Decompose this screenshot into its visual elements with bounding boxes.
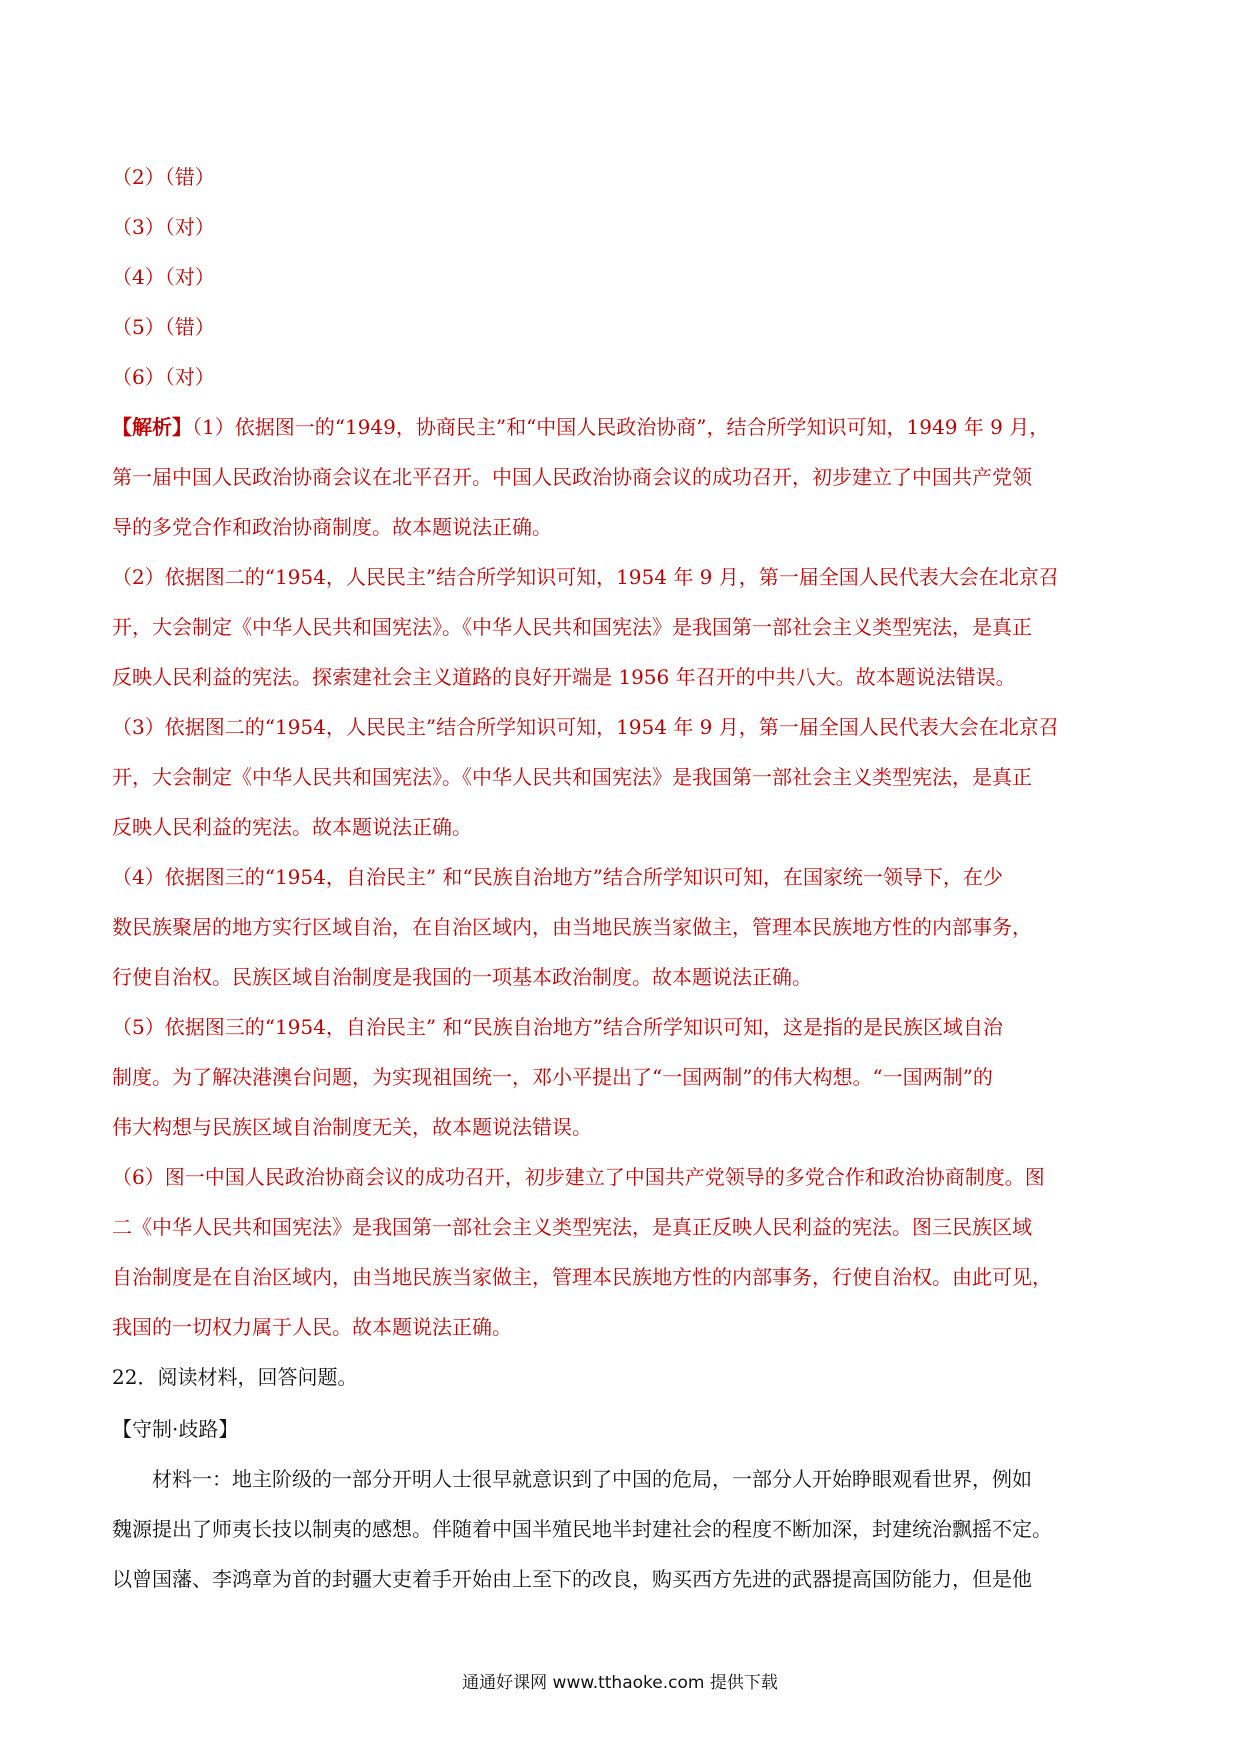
analysis-line: （5）依据图三的“1954，自治民主” 和“民族自治地方”结合所学知识可知，这是指的是民族区域自治 (112, 1015, 1003, 1039)
material-line: 材料一：地主阶级的一部分开明人士很早就意识到了中国的危局，一部分人开始睁眼观看世界，例如 (152, 1467, 1032, 1491)
material-line: 魏源提出了师夷长技以制夷的感想。伴随着中国半殖民地半封建社会的程度不断加深，封建统治飘摇不定。 (112, 1517, 1052, 1541)
analysis-line: 反映人民利益的宪法。故本题说法正确。 (112, 815, 472, 839)
answer-item: （3）（对） (112, 215, 215, 239)
analysis-line: 导的多党合作和政治协商制度。故本题说法正确。 (112, 515, 552, 539)
analysis-line: （2）依据图二的“1954，人民民主”结合所学知识可知，1954 年 9 月，第一届全国人民代表大会在北京召 (112, 565, 1059, 589)
material-line: 以曾国藩、李鸿章为首的封疆大吏着手开始由上至下的改良，购买西方先进的武器提高国防能力，但是他 (112, 1567, 1032, 1591)
analysis-line: 行使自治权。民族区域自治制度是我国的一项基本政治制度。故本题说法正确。 (112, 965, 812, 989)
analysis-line: 第一届中国人民政治协商会议在北平召开。中国人民政治协商会议的成功召开，初步建立了中国共产党领 (112, 465, 1032, 489)
analysis-line: 反映人民利益的宪法。探索建社会主义道路的良好开端是 1956 年召开的中共八大。故本题说法错误。 (112, 665, 1016, 689)
analysis-line: 开，大会制定《中华人民共和国宪法》。《中华人民共和国宪法》是我国第一部社会主义类型宪法，是真正 (112, 765, 1032, 789)
question-title: 22．阅读材料，回答问题。 (112, 1365, 358, 1389)
analysis-line: 【解析】（1）依据图一的“1949，协商民主”和“中国人民政治协商”，结合所学知识可知，1949 年 9 月， (112, 415, 1050, 439)
analysis-line: （3）依据图二的“1954，人民民主”结合所学知识可知，1954 年 9 月，第一届全国人民代表大会在北京召 (112, 715, 1059, 739)
page-footer: 通通好课网 www.tthaoke.com 提供下载 (462, 1673, 778, 1693)
analysis-line: 二《中华人民共和国宪法》是我国第一部社会主义类型宪法，是真正反映人民利益的宪法。图三民族区域 (112, 1215, 1032, 1239)
answer-item: （6）（对） (112, 365, 215, 389)
analysis-line: 制度。为了解决港澳台问题，为实现祖国统一，邓小平提出了“一国两制”的伟大构想。“一国两制”的 (112, 1065, 993, 1089)
section-heading: 【守制·歧路】 (112, 1417, 239, 1441)
analysis-line: 开，大会制定《中华人民共和国宪法》。《中华人民共和国宪法》是我国第一部社会主义类型宪法，是真正 (112, 615, 1032, 639)
analysis-line: 数民族聚居的地方实行区域自治，在自治区域内，由当地民族当家做主，管理本民族地方性的内部事务， (112, 915, 1032, 939)
analysis-line: 自治制度是在自治区域内，由当地民族当家做主，管理本民族地方性的内部事务，行使自治权。由此可见， (112, 1265, 1052, 1289)
answer-item: （5）（错） (112, 315, 215, 339)
answer-item: （2）（错） (112, 165, 215, 189)
document-body (112, 152, 1132, 1604)
analysis-line: 伟大构想与民族区域自治制度无关，故本题说法错误。 (112, 1115, 592, 1139)
analysis-line: （4）依据图三的“1954，自治民主” 和“民族自治地方”结合所学知识可知，在国家统一领导下，在少 (112, 865, 1003, 889)
analysis-label: 【解析】 (112, 415, 192, 439)
analysis-line: （6）图一中国人民政治协商会议的成功召开，初步建立了中国共产党领导的多党合作和政治协商制度。图 (112, 1165, 1045, 1189)
analysis-line: 我国的一切权力属于人民。故本题说法正确。 (112, 1315, 512, 1339)
answer-item: （4）（对） (112, 265, 215, 289)
